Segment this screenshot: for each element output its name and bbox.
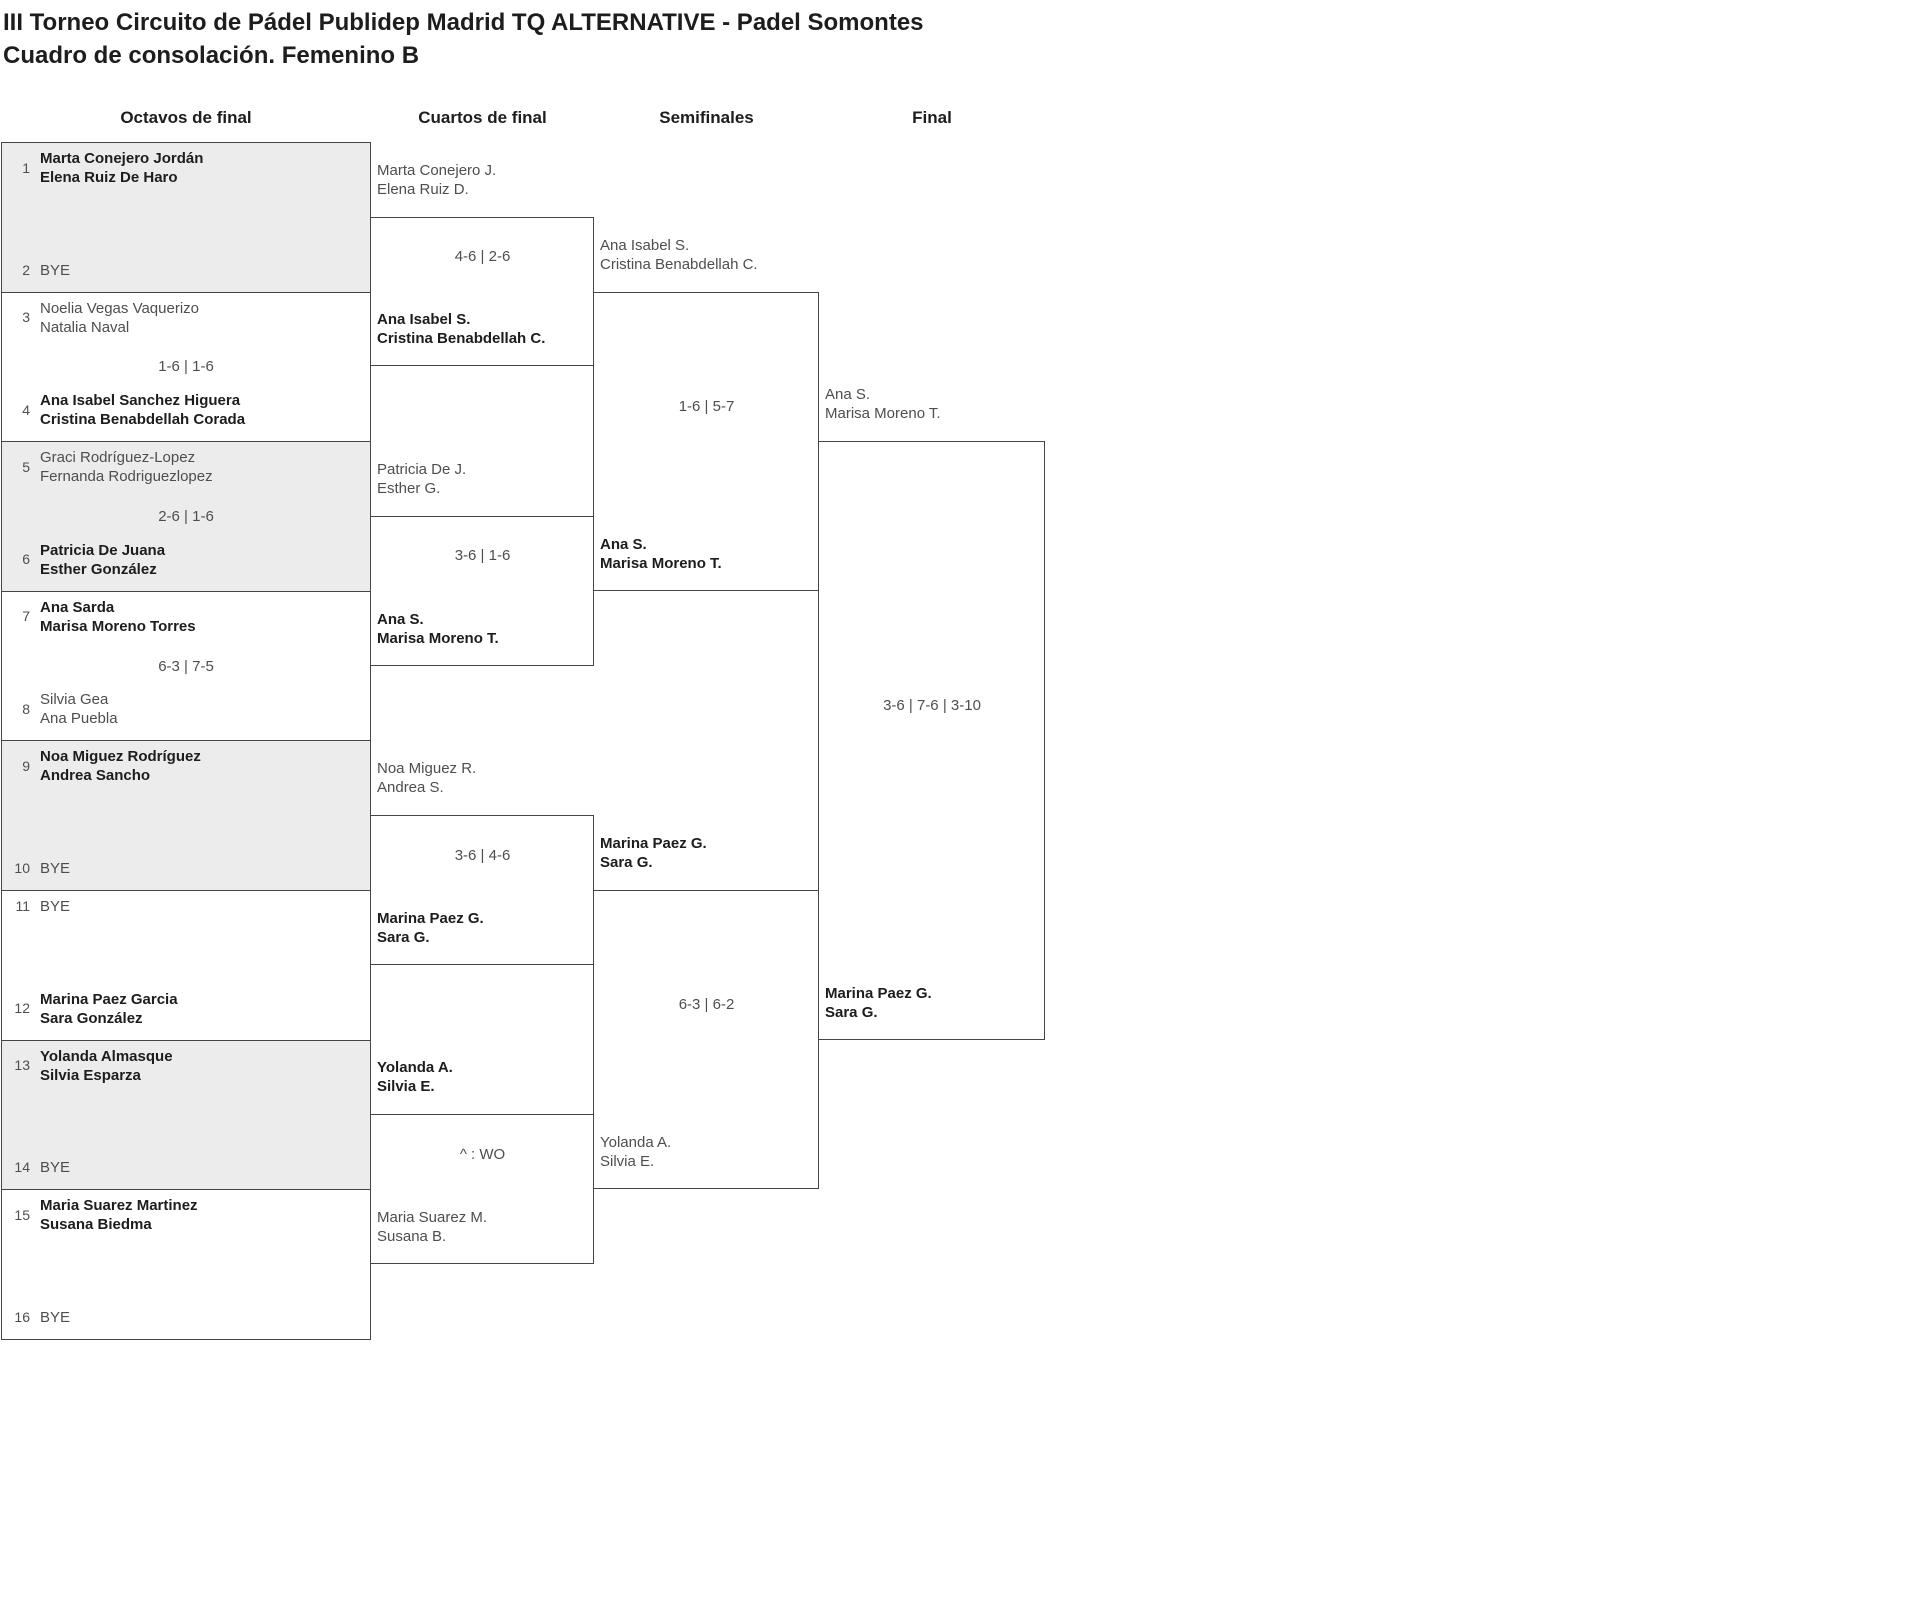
team-slot [2, 149, 370, 187]
player-name: Marisa Moreno T. [825, 405, 941, 423]
player-name: BYE [40, 859, 71, 877]
team-entry [377, 909, 484, 947]
seed-number: 4 [22, 401, 30, 418]
seed-number: 9 [22, 757, 30, 774]
team-entry [377, 161, 496, 199]
team-name [40, 897, 70, 916]
seed-number: 16 [14, 1308, 30, 1325]
seed-number: 7 [22, 608, 30, 625]
team-slot [2, 261, 370, 280]
match-box-octavos-3 [1, 441, 371, 592]
match-score: 6-3 | 6-2 [678, 996, 735, 1014]
player-name: Cristina Benabdellah Corada [40, 411, 246, 429]
match-box-octavos-1 [1, 142, 371, 293]
team-slot [2, 859, 370, 878]
team-slot [2, 1047, 370, 1085]
match-box-octavos-6 [1, 890, 371, 1041]
player-name: Sara González [40, 1009, 143, 1027]
seed-number: 8 [22, 700, 30, 717]
team-name [40, 1047, 173, 1085]
player-name: Sara G. [825, 1003, 878, 1021]
player-name: Marina Paez G. [377, 909, 484, 927]
team-entry [600, 1133, 671, 1171]
team-slot [2, 1158, 370, 1177]
seed-number: 11 [15, 898, 30, 914]
team-slot [2, 541, 370, 579]
player-name: Ana Isabel S. [377, 311, 471, 329]
player-name: BYE [40, 261, 71, 279]
player-name: Noa Miguez Rodríguez [40, 748, 201, 766]
player-name: Sara G. [377, 928, 430, 946]
player-name: Marta Conejero J. [377, 161, 497, 179]
player-name: Yolanda A. [377, 1059, 453, 1077]
team-name [40, 261, 70, 280]
player-name: Marisa Moreno Torres [40, 617, 196, 635]
player-name: Susana B. [377, 1228, 447, 1245]
team-name [40, 990, 178, 1028]
match-score: 6-3 | 7-5 [158, 657, 214, 675]
match-score: 4-6 | 2-6 [454, 248, 511, 266]
team-slot [2, 299, 370, 337]
seed-number: 2 [22, 261, 30, 278]
team-name [40, 1308, 70, 1327]
match-box-octavos-5 [1, 740, 371, 891]
team-name [40, 1158, 70, 1177]
player-name: Noa Miguez R. [377, 760, 477, 778]
player-name: Marisa Moreno T. [600, 554, 722, 572]
player-name: Ana Isabel S. [600, 236, 690, 254]
player-name: BYE [40, 1159, 71, 1177]
player-name: Silvia E. [600, 1153, 655, 1171]
team-entry [377, 1208, 487, 1246]
team-name [40, 859, 70, 878]
player-name: Graci Rodríguez-Lopez [40, 449, 196, 467]
match-score: 1-6 | 5-7 [678, 397, 735, 415]
player-name: Esther G. [377, 480, 441, 497]
seed-number: 14 [14, 1159, 30, 1176]
player-name: Silvia Esparza [40, 1066, 141, 1084]
player-name: Marina Paez G. [600, 835, 707, 852]
team-entry [377, 310, 545, 348]
team-name [40, 391, 245, 429]
player-name: Silvia E. [377, 1078, 435, 1096]
team-name [40, 299, 199, 337]
draw-name: Cuadro de consolación. Femenino B [3, 42, 420, 69]
player-name: Maria Suarez Martinez [40, 1197, 198, 1215]
match-box-octavos-4 [1, 591, 371, 742]
team-name [40, 747, 201, 785]
team-name [40, 149, 203, 187]
team-entry [600, 535, 722, 573]
seed-number: 12 [14, 1000, 30, 1017]
team-name [40, 448, 213, 486]
team-entry [825, 984, 932, 1022]
team-slot [2, 690, 370, 728]
match-score: 3-6 | 4-6 [454, 846, 511, 864]
team-slot [2, 990, 370, 1028]
player-name: Ana Sarda [40, 598, 115, 616]
seed-number: 5 [22, 458, 30, 475]
round-header-semifinales: Semifinales [659, 108, 754, 127]
team-entry [600, 834, 707, 872]
page-title [3, 6, 924, 72]
player-name: Andrea Sancho [40, 767, 151, 785]
player-name: Patricia De Juana [40, 541, 166, 559]
team-entry [377, 460, 466, 498]
seed-number: 3 [22, 309, 30, 326]
round-header-final: Final [912, 108, 952, 127]
match-box-octavos-2 [1, 292, 371, 443]
player-name: Ana Puebla [40, 710, 118, 728]
match-score: 3-6 | 1-6 [454, 547, 511, 565]
team-entry [377, 759, 476, 797]
seed-number: 10 [14, 859, 30, 876]
seed-number: 13 [14, 1057, 30, 1074]
player-name: Noelia Vegas Vaquerizo [40, 299, 199, 317]
team-name [40, 541, 165, 579]
player-name: Sara G. [600, 854, 653, 871]
player-name: Esther González [40, 560, 157, 578]
seed-number: 15 [14, 1206, 30, 1223]
team-name [40, 1196, 198, 1234]
match-box-octavos-8 [1, 1189, 371, 1340]
player-name: Ana S. [825, 386, 871, 404]
match-score: 3-6 | 7-6 | 3-10 [883, 696, 981, 714]
tournament-name: III Torneo Circuito de Pádel Publidep Madrid TQ ALTERNATIVE - Padel Somontes [3, 9, 924, 36]
team-name [40, 598, 196, 636]
team-slot [2, 747, 370, 785]
player-name: Marisa Moreno T. [377, 629, 499, 647]
player-name: Fernanda Rodriguezlopez [40, 468, 213, 486]
match-score: ^ : WO [459, 1145, 506, 1163]
team-name [40, 690, 118, 728]
player-name: Marta Conejero Jordán [40, 150, 204, 167]
team-slot [2, 448, 370, 486]
match-score: 2-6 | 1-6 [158, 507, 214, 525]
round-header-cuartos: Cuartos de final [418, 108, 547, 127]
player-name: Natalia Naval [40, 318, 130, 336]
team-slot [2, 1308, 370, 1327]
team-slot [2, 598, 370, 636]
player-name: Ana S. [600, 535, 647, 553]
player-name: Patricia De J. [377, 461, 467, 478]
team-entry [825, 385, 941, 423]
seed-number: 1 [22, 159, 30, 176]
player-name: Susana Biedma [40, 1216, 152, 1234]
player-name: Silvia Gea [40, 691, 109, 709]
player-name: Ana S. [377, 610, 424, 628]
seed-number: 6 [22, 551, 30, 568]
player-name: Yolanda A. [600, 1134, 672, 1152]
team-slot [2, 897, 370, 916]
team-slot [2, 391, 370, 429]
player-name: Ana Isabel Sanchez Higuera [40, 392, 241, 410]
match-score: 1-6 | 1-6 [158, 358, 214, 376]
player-name: Elena Ruiz De Haro [40, 169, 178, 186]
player-name: Maria Suarez M. [377, 1209, 488, 1226]
player-name: BYE [40, 898, 71, 915]
team-entry [377, 1058, 453, 1096]
player-name: Cristina Benabdellah C. [377, 330, 546, 348]
team-entry [600, 236, 758, 274]
player-name: Marina Paez Garcia [40, 990, 178, 1008]
player-name: Andrea S. [377, 779, 444, 797]
player-name: BYE [40, 1308, 71, 1326]
player-name: Elena Ruiz D. [377, 180, 469, 198]
match-box-octavos-7 [1, 1040, 371, 1191]
round-header-octavos: Octavos de final [120, 108, 252, 127]
player-name: Marina Paez G. [825, 984, 932, 1002]
team-slot [2, 1196, 370, 1234]
match-box-final [818, 441, 1045, 1039]
player-name: Yolanda Almasque [40, 1047, 173, 1065]
player-name: Cristina Benabdellah C. [600, 255, 758, 273]
team-entry [377, 610, 499, 648]
